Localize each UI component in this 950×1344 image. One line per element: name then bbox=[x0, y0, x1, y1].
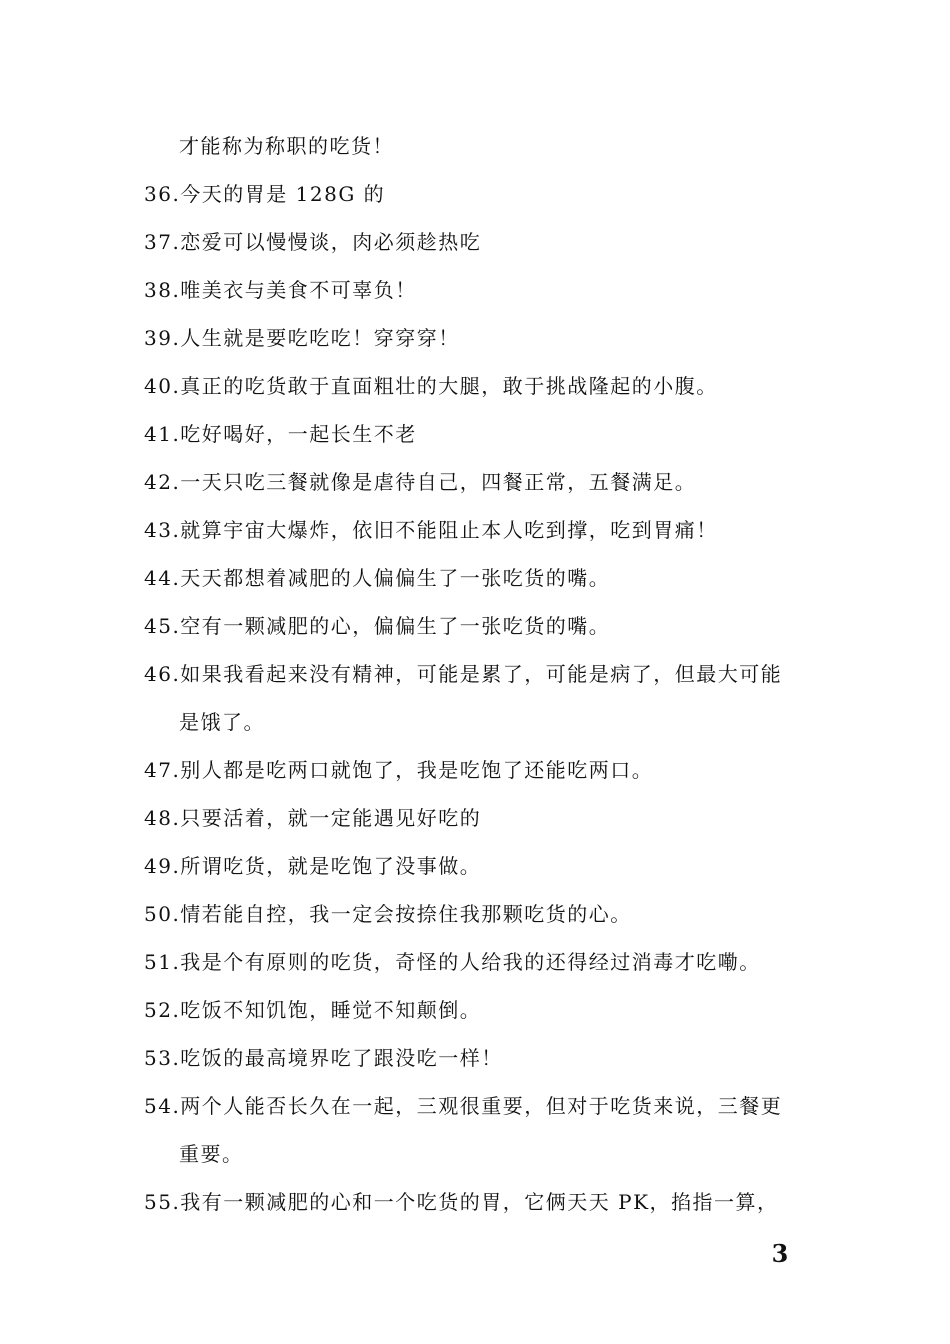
text-line: 49.所谓吃货，就是吃饱了没事做。 bbox=[144, 854, 482, 878]
text-line: 38.唯美衣与美食不可辜负！ bbox=[144, 278, 417, 302]
text-line: 54.两个人能否长久在一起，三观很重要，但对于吃货来说，三餐更 bbox=[144, 1094, 783, 1118]
page-body bbox=[144, 122, 814, 1226]
text-line: 40.真正的吃货敢于直面粗壮的大腿，敢于挑战隆起的小腹。 bbox=[144, 374, 718, 398]
text-line: 36.今天的胃是 128G 的 bbox=[144, 182, 386, 206]
text-line: 44.天天都想着减肥的人偏偏生了一张吃货的嘴。 bbox=[144, 566, 611, 590]
text-line: 47.别人都是吃两口就饱了，我是吃饱了还能吃两口。 bbox=[144, 758, 654, 782]
text-line: 39.人生就是要吃吃吃！穿穿穿！ bbox=[144, 326, 460, 350]
text-line: 48.只要活着，就一定能遇见好吃的 bbox=[144, 806, 482, 830]
text-line: 46.如果我看起来没有精神，可能是累了，可能是病了，但最大可能 bbox=[144, 662, 783, 686]
text-line: 51.我是个有原则的吃货，奇怪的人给我的还得经过消毒才吃嘞。 bbox=[144, 950, 761, 974]
text-line: 42.一天只吃三餐就像是虐待自己，四餐正常，五餐满足。 bbox=[144, 470, 697, 494]
text-line: 才能称为称职的吃货！ bbox=[179, 134, 394, 158]
text-line: 45.空有一颗减肥的心，偏偏生了一张吃货的嘴。 bbox=[144, 614, 611, 638]
text-line: 53.吃饭的最高境界吃了跟没吃一样！ bbox=[144, 1046, 503, 1070]
page-number: 3 bbox=[771, 1239, 789, 1268]
text-line: 重要。 bbox=[179, 1142, 244, 1166]
text-line: 41.吃好喝好，一起长生不老 bbox=[144, 422, 417, 446]
text-line: 是饿了。 bbox=[179, 710, 265, 734]
text-line: 55.我有一颗减肥的心和一个吃货的胃，它俩天天 PK，掐指一算， bbox=[144, 1190, 779, 1214]
text-line: 43.就算宇宙大爆炸，依旧不能阻止本人吃到撑，吃到胃痛！ bbox=[144, 518, 718, 542]
text-line: 50.情若能自控，我一定会按捺住我那颗吃货的心。 bbox=[144, 902, 632, 926]
text-line: 37.恋爱可以慢慢谈，肉必须趁热吃 bbox=[144, 230, 482, 254]
text-line: 52.吃饭不知饥饱，睡觉不知颠倒。 bbox=[144, 998, 482, 1022]
